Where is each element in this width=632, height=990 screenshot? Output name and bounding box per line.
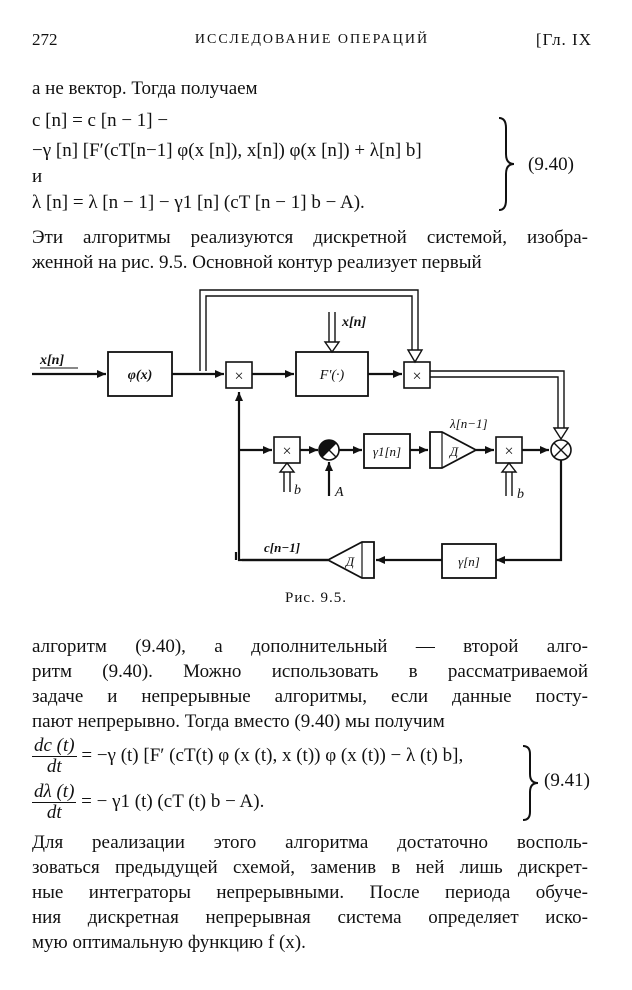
xn-top-label: x[n] (342, 315, 367, 330)
svg-text:×: × (412, 368, 422, 385)
paragraph-2 (32, 634, 588, 734)
svg-text:×: × (282, 443, 292, 460)
text-line: пают непрерывно. Тогда вместо (9.40) мы получим (32, 711, 445, 732)
right-brace (520, 744, 542, 822)
phi-block-label: φ(x) (127, 368, 153, 383)
eq-940-number: (9.40) (528, 154, 574, 175)
fraction-dc-dt: $\frac{dc (t)}{dt}$ (34, 735, 75, 777)
b-label-left: b (294, 483, 301, 498)
A-label: A (335, 485, 344, 500)
svg-text:×: × (504, 443, 514, 460)
chapter-label: [Гл. IX (535, 30, 592, 49)
eq-941-rhs2: = − γ1 (t) (cT (t) b − A). (81, 790, 265, 812)
text-line: задаче и непрерывные алгоритмы, если данные посту- (32, 686, 588, 707)
block-diagram (30, 282, 590, 582)
eq-941-number: (9.41) (544, 770, 590, 791)
text-line: мую оптимальную функцию f (x). (32, 932, 306, 953)
text-line: ния дискретная непрерывная система определяет иско- (32, 907, 588, 928)
fraction-dlambda-dt: $\frac{d\lambda (t)}{dt}$ (34, 781, 75, 823)
b-label-right: b (517, 487, 524, 502)
figure-caption: Рис. 9.5. (284, 590, 348, 606)
eq-941-line1 (32, 736, 463, 777)
lambda-label: λ[n−1] (450, 416, 488, 431)
eq-940-line4: λ [n] = λ [n − 1] − γ1 [n] (cT [n − 1] b − A). (32, 192, 365, 213)
text-line: Для реализации этого алгоритма достаточно восполь- (32, 832, 588, 853)
text-line: алгоритм (9.40), а дополнительный — второй алго- (32, 636, 588, 657)
intro-line: а не вектор. Тогда получаем (32, 78, 258, 99)
paragraph-1 (32, 225, 588, 275)
eq-940-line2: −γ [n] [F′(cT[n−1] φ(x [n]), x[n]) φ(x [n]) + λ[n] b] (32, 140, 422, 161)
delay-label-inner: Д (449, 444, 459, 459)
text-line: Эти алгоритмы реализуются дискретной системой, изобра- (32, 227, 588, 248)
eq-940-line1: c [n] = c [n − 1] − (32, 110, 169, 131)
page-header (32, 30, 592, 54)
gamma-block-label: γ[n] (458, 554, 480, 569)
right-brace (496, 116, 518, 212)
running-title: ИССЛЕДОВАНИЕ ОПЕРАЦИЙ (194, 32, 430, 47)
eq-941-rhs1: = −γ (t) [F′ (cT(t) φ (x (t), x (t)) φ (x (t)) − λ (t) b], (81, 744, 464, 766)
input-label: x[n] (40, 353, 65, 368)
text-line: женной на рис. 9.5. Основной контур реализует первый (32, 252, 482, 273)
text-line: ные интеграторы непрерывными. После периода обуче- (32, 882, 588, 903)
svg-text:×: × (234, 368, 244, 385)
c-label: c[n−1] (264, 540, 301, 555)
text-line: ритм (9.40). Можно использовать в рассматриваемой (32, 661, 588, 682)
paragraph-3 (32, 830, 588, 955)
gamma1-block-label: γ1[n] (372, 444, 402, 459)
eq-940-line3: и (32, 166, 43, 187)
eq-941-line2 (32, 782, 264, 823)
text-line: зоваться предыдущей схемой, заменив в ней лишь дискрет- (32, 857, 588, 878)
delay-label-bottom: Д (345, 554, 355, 569)
derivative-block-label: F′(·) (319, 368, 345, 383)
page-number: 272 (32, 30, 58, 49)
